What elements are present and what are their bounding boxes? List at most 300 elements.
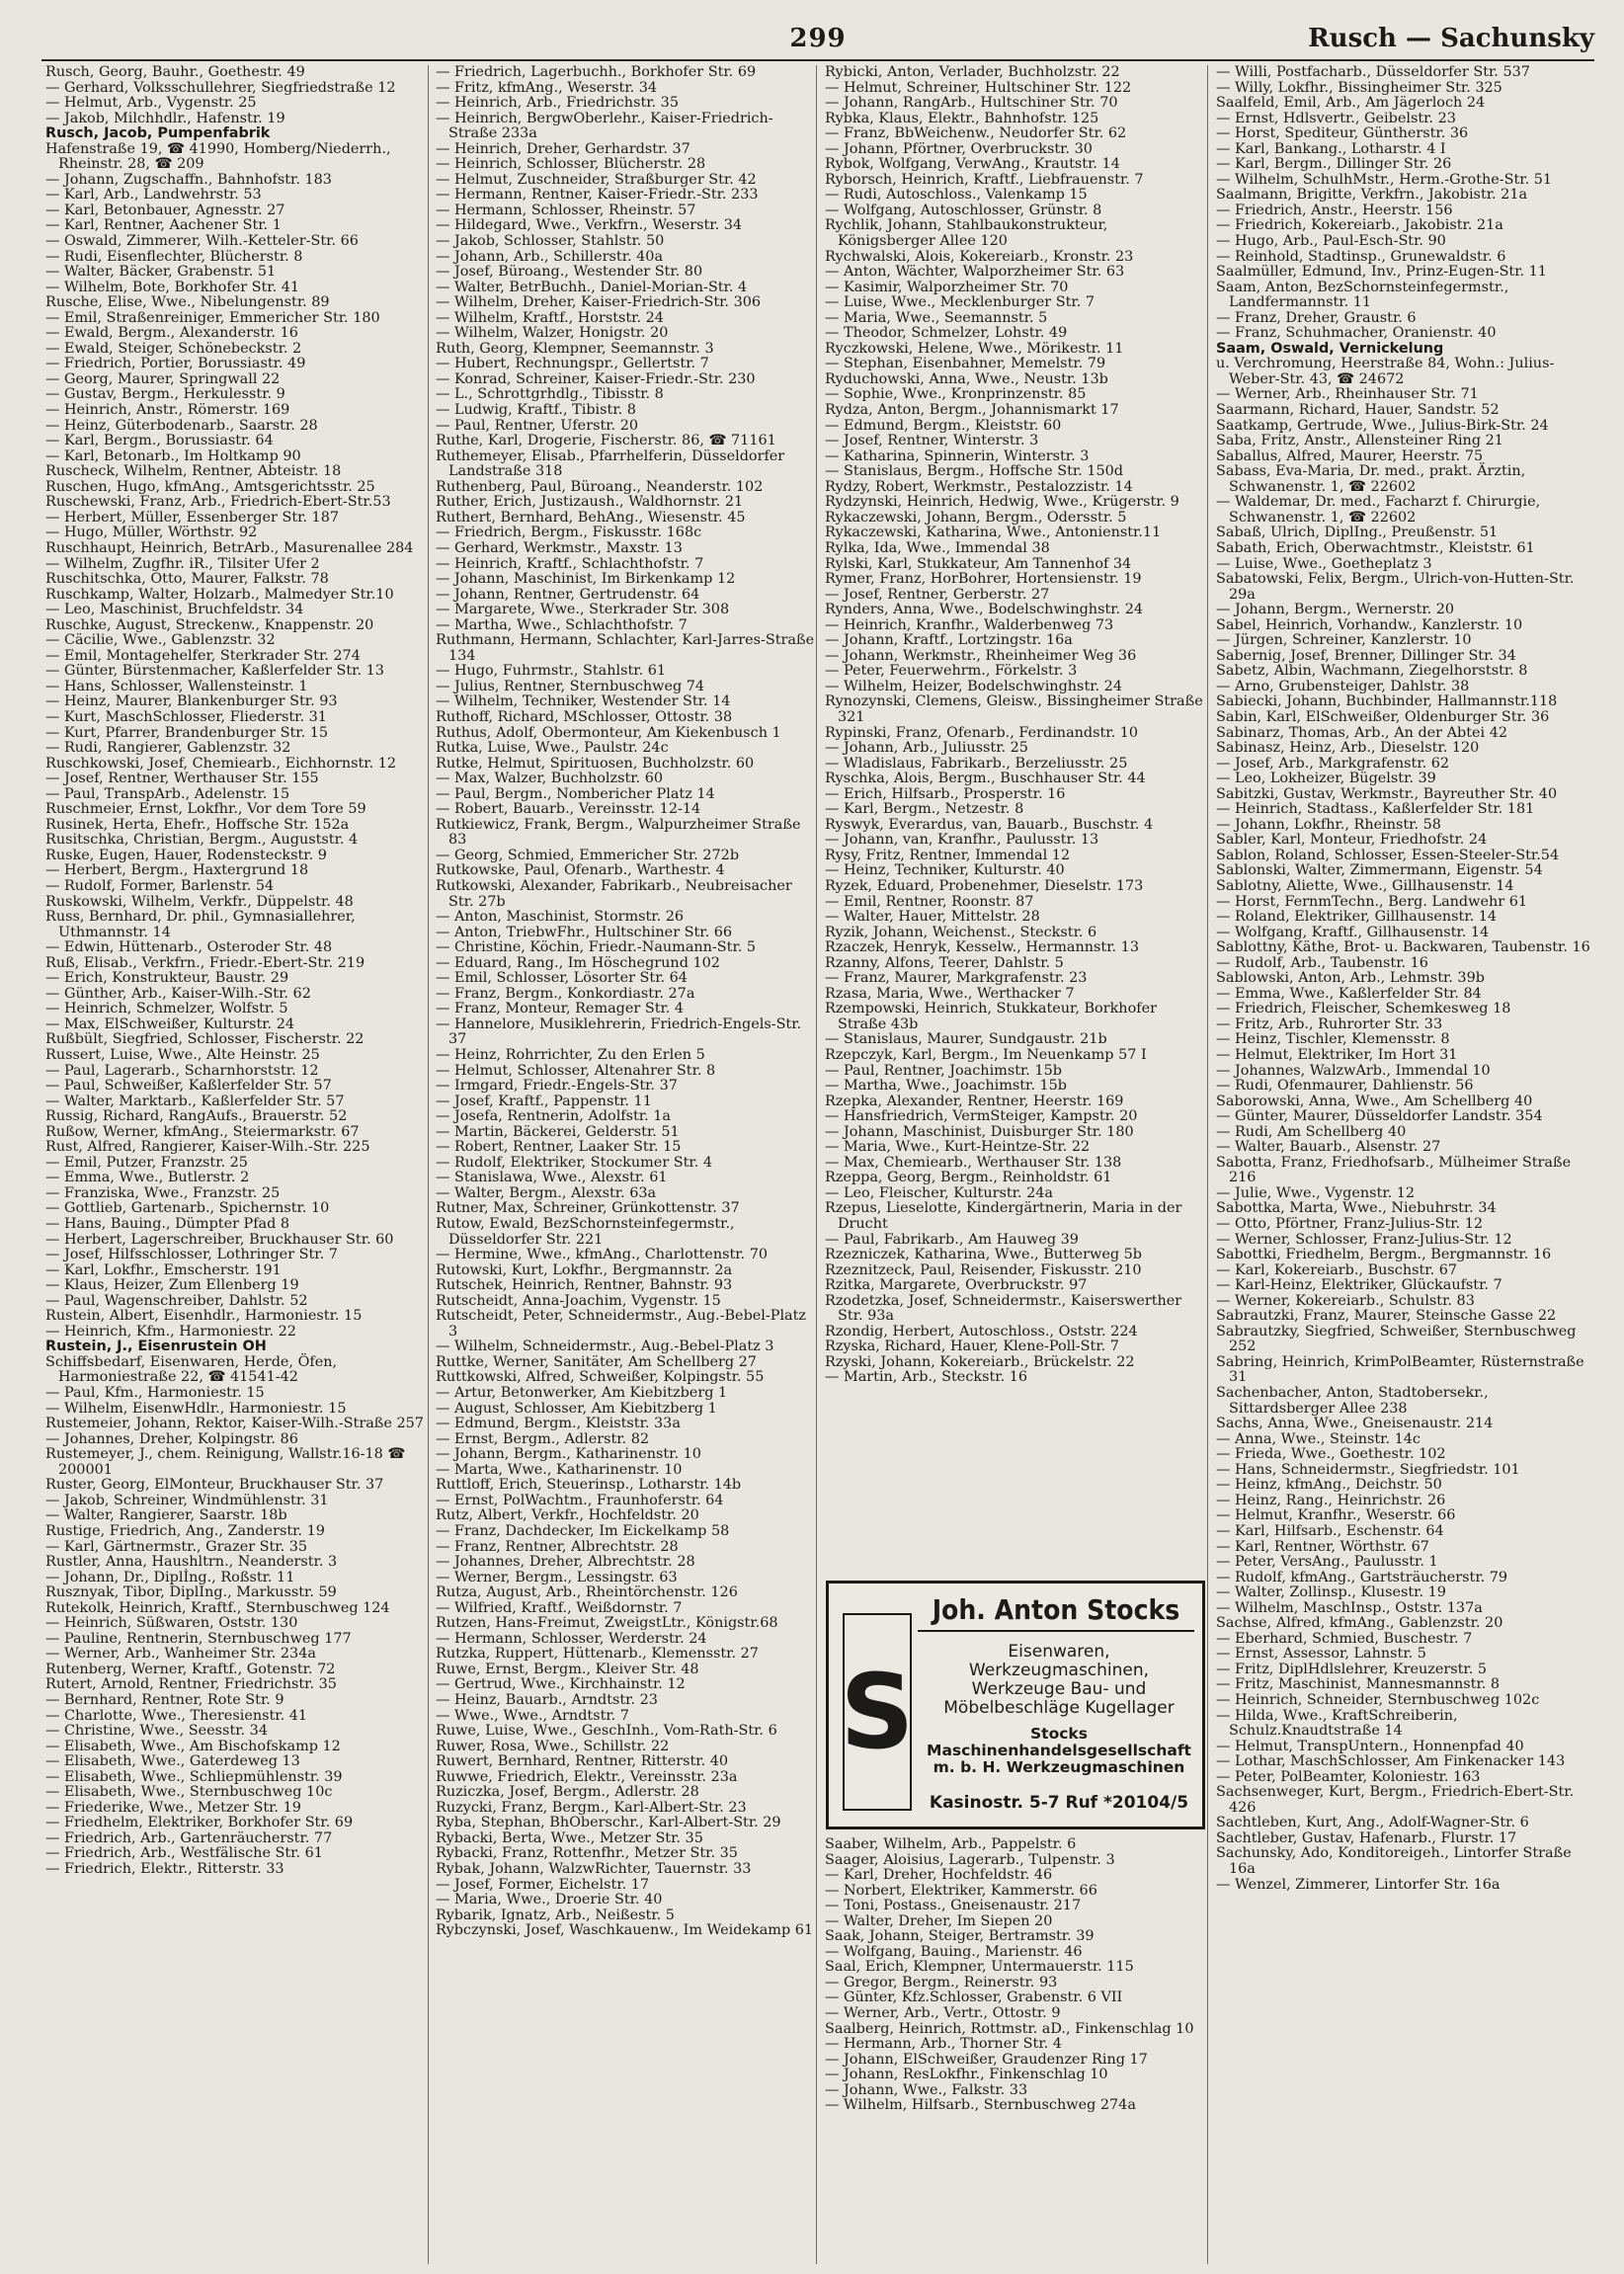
- directory-entry: Ruzycki, Franz, Bergm., Karl-Albert-Str. 23: [436, 1799, 747, 1816]
- directory-entry: — Margarete, Wwe., Sterkrader Str. 308: [436, 602, 730, 618]
- directory-entry: Ryba, Stephan, BhOberschr., Karl-Albert-Str. 29: [436, 1815, 781, 1831]
- directory-entry: Rußow, Werner, kfmAng., Steiermarkstr. 67: [45, 1123, 360, 1140]
- directory-entry: — Walter, Marktarb., Kaßlerfelder Str. 57: [45, 1093, 345, 1109]
- directory-entry: — Ludwig, Kraftf., Tibistr. 8: [436, 402, 636, 419]
- directory-entry: Rybka, Klaus, Elektr., Bahnhofstr. 125: [825, 110, 1099, 126]
- directory-entry: — Franziska, Wwe., Franzstr. 25: [45, 1184, 281, 1201]
- directory-entry: — Hilda, Wwe., KraftSchreiberin, Schulz.Knaudtstraße 14: [1216, 1707, 1458, 1740]
- directory-entry: — Gertrud, Wwe., Kirchhainstr. 12: [436, 1676, 686, 1693]
- directory-entry: — Heinz, Güterbodenarb., Saarstr. 28: [45, 417, 318, 434]
- directory-entry: Rutowski, Kurt, Lokfhr., Bergmannstr. 2a: [436, 1261, 733, 1278]
- directory-entry: Rutzen, Hans-Freimut, ZweigstLtr., Königstr.68: [436, 1615, 778, 1632]
- directory-entry: — Katharina, Spinnerin, Winterstr. 3: [825, 447, 1090, 464]
- directory-entry: — Anton, TriebwFhr., Hultschiner Str. 66: [436, 924, 733, 940]
- directory-entry: Rzondig, Herbert, Autoschloss., Oststr. 224: [825, 1323, 1138, 1340]
- directory-entry: — Waldemar, Dr. med., Facharzt f. Chirurgie, Schwanenstr. 1, ☎ 22602: [1216, 494, 1541, 526]
- directory-entry: Saam, Anton, BezSchornsteinfegermstr., Landfermannstr. 11: [1216, 279, 1509, 311]
- directory-entry: — Paul, Rentner, Uferstr. 20: [436, 417, 639, 434]
- directory-entry: Saager, Aloisius, Lagerarb., Tulpenstr. 3: [825, 1851, 1115, 1868]
- directory-entry: u. Verchromung, Heerstraße 84, Wohn.: Julius-Weber-Str. 43, ☎ 24672: [1216, 356, 1555, 387]
- directory-entry: — Heinrich, Arb., Friedrichstr. 35: [436, 95, 679, 112]
- directory-entry: — Bernhard, Rentner, Rote Str. 9: [45, 1691, 284, 1708]
- directory-entry: — Johann, Zugschaffn., Bahnhofstr. 183: [45, 171, 332, 188]
- directory-entry: Rutke, Helmut, Spirituosen, Buchholzstr. 60: [436, 755, 755, 772]
- directory-column-2: [436, 65, 818, 1939]
- directory-entry: — Fritz, Maschinist, Mannesmannstr. 8: [1216, 1676, 1501, 1693]
- directory-entry: Rzepczyk, Karl, Bergm., Im Neuenkamp 57 I: [825, 1047, 1147, 1063]
- directory-entry: — Wilhelm, Walzer, Honigstr. 20: [436, 325, 669, 342]
- directory-entry: — Peter, Feuerwehrm., Förkelstr. 3: [825, 663, 1078, 680]
- directory-entry: — Günter, Kfz.Schlosser, Grabenstr. 6 VII: [825, 1990, 1123, 2006]
- directory-entry: — Reinhold, Stadtinsp., Grunewaldstr. 6: [1216, 248, 1506, 265]
- directory-entry: Rydza, Anton, Bergm., Johannismarkt 17: [825, 402, 1119, 419]
- directory-entry: — Rudolf, Former, Barlenstr. 54: [45, 877, 275, 894]
- directory-entry: — Gregor, Bergm., Reinerstr. 93: [825, 1974, 1058, 1990]
- directory-entry: — Johann, ElSchweißer, Graudenzer Ring 17: [825, 2051, 1148, 2068]
- directory-entry: Sabaß, Ulrich, DiplIng., Preußenstr. 51: [1216, 525, 1499, 541]
- directory-entry: — Robert, Bauarb., Vereinsstr. 12-14: [436, 801, 701, 818]
- directory-entry: — Günter, Bürstenmacher, Kaßlerfelder Str. 13: [45, 663, 384, 680]
- directory-entry: — Josef, Arb., Markgrafenstr. 62: [1216, 755, 1450, 772]
- directory-entry: Rutkowske, Paul, Ofenarb., Warthestr. 4: [436, 862, 725, 879]
- directory-entry: Sabetz, Albin, Wachmann, Ziegelhorststr. 8: [1216, 663, 1528, 680]
- directory-entry: — Friedrich, Kokereiarb., Jakobistr. 21a: [1216, 217, 1503, 234]
- directory-entry: Rychwalski, Alois, Kokereiarb., Kronstr. 23: [825, 248, 1134, 265]
- directory-entry: — Maria, Wwe., Seemannstr. 5: [825, 309, 1048, 326]
- directory-entry: Rzyska, Richard, Hauer, Klene-Poll-Str. 7: [825, 1339, 1119, 1355]
- directory-entry: — Wilhelm, Kraftf., Horststr. 24: [436, 309, 664, 326]
- directory-entry: — Emma, Wwe., Kaßlerfelder Str. 84: [1216, 985, 1482, 1002]
- directory-entry: — Wilhelm, MaschInsp., Oststr. 137a: [1216, 1599, 1483, 1616]
- directory-entry: — Karl, Bergm., Dillinger Str. 26: [1216, 156, 1452, 173]
- directory-entry: — Herbert, Bergm., Haxtergrund 18: [45, 862, 309, 879]
- directory-entry: — Herbert, Lagerschreiber, Bruckhauser Str. 60: [45, 1231, 394, 1248]
- directory-entry: — Heinrich, Schlosser, Blücherstr. 28: [436, 156, 706, 173]
- directory-entry: Saalfeld, Emil, Arb., Am Jägerloch 24: [1216, 95, 1486, 112]
- directory-entry: — Wolfgang, Bauing., Marienstr. 46: [825, 1943, 1083, 1960]
- directory-entry: — Heinrich, Kfm., Harmoniestr. 22: [45, 1323, 296, 1340]
- directory-entry: — Wilfried, Kraftf., Weißdornstr. 7: [436, 1599, 683, 1616]
- directory-entry: — Wilhelm, Techniker, Westender Str. 14: [436, 693, 731, 710]
- directory-entry: — Josef, Rentner, Werthauser Str. 155: [45, 771, 319, 787]
- directory-entry: — Fritz, Arb., Ruhrorter Str. 33: [1216, 1015, 1443, 1032]
- directory-entry: Ruthoff, Richard, MSchlosser, Ottostr. 38: [436, 708, 733, 725]
- directory-entry: — Wilhelm, Bote, Borkhofer Str. 41: [45, 279, 300, 295]
- directory-entry: Rybacki, Berta, Wwe., Metzer Str. 35: [436, 1829, 703, 1846]
- directory-entry: — Friedrich, Portier, Borussiastr. 49: [45, 356, 306, 372]
- directory-entry: Rutschek, Heinrich, Rentner, Bahnstr. 93: [436, 1277, 733, 1294]
- directory-entry: — Karl, Rentner, Wörthstr. 67: [1216, 1538, 1429, 1555]
- directory-entry: Rybak, Johann, WalzwRichter, Tauernstr. 33: [436, 1860, 752, 1877]
- directory-entry: — Günter, Maurer, Düsseldorfer Landstr. 354: [1216, 1108, 1543, 1125]
- directory-entry: — Friedrich, Lagerbuchh., Borkhofer Str. 69: [436, 65, 757, 80]
- directory-entry: — Gerhard, Volksschullehrer, Siegfriedstraße 12: [45, 79, 396, 96]
- directory-entry: — Georg, Maurer, Springwall 22: [45, 370, 281, 387]
- directory-entry: Rydzy, Robert, Werkmstr., Pestalozzistr. 14: [825, 478, 1133, 495]
- directory-entry: Ruschke, August, Streckenw., Knappenstr. 20: [45, 616, 374, 633]
- directory-entry: Rykaczewski, Johann, Bergm., Odersstr. 5: [825, 509, 1127, 526]
- directory-entry: — Heinrich, Schmelzer, Wolfstr. 5: [45, 1001, 288, 1017]
- directory-entry: — Maria, Wwe., Droerie Str. 40: [436, 1892, 663, 1909]
- directory-entry: — Johann, Arb., Schillerstr. 40a: [436, 248, 664, 265]
- directory-entry: — Eberhard, Schmied, Buschestr. 7: [1216, 1630, 1473, 1647]
- directory-entry: — L., Schrottgrhdlg., Tibisstr. 8: [436, 386, 664, 403]
- directory-entry: — Pauline, Rentnerin, Sternbuschweg 177: [45, 1630, 352, 1647]
- directory-entry: — Helmut, Arb., Vygenstr. 25: [45, 95, 257, 112]
- directory-entry: — Willy, Lokfhr., Bissingheimer Str. 325: [1216, 79, 1502, 96]
- directory-entry: — Rudi, Rangierer, Gablenzstr. 32: [45, 740, 291, 757]
- directory-entry: Rzasa, Maria, Wwe., Werthacker 7: [825, 985, 1075, 1002]
- directory-entry: Rzitka, Margarete, Overbruckstr. 97: [825, 1277, 1088, 1294]
- directory-entry: Sabel, Heinrich, Vorhandw., Kanzlerstr. 10: [1216, 616, 1523, 633]
- directory-entry: — Johann, Bergm., Katharinenstr. 10: [436, 1446, 701, 1463]
- directory-entry: Rybok, Wolfgang, VerwAng., Krautstr. 14: [825, 156, 1120, 173]
- directory-entry: Hafenstraße 19, ☎ 41990, Homberg/Niederrh., Rheinstr. 28, ☎ 209: [45, 140, 391, 173]
- directory-entry: Ruschitschka, Otto, Maurer, Falkstr. 78: [45, 571, 329, 588]
- directory-entry: — Werner, Bergm., Lessingstr. 63: [436, 1569, 678, 1585]
- directory-entry: — Arno, Grubensteiger, Dahlstr. 38: [1216, 678, 1470, 694]
- directory-entry: — Emma, Wwe., Butlerstr. 2: [45, 1170, 250, 1186]
- directory-entry: — Josef, Rentner, Winterstr. 3: [825, 433, 1039, 449]
- directory-entry: — Walter, Bauarb., Alsenstr. 27: [1216, 1139, 1441, 1156]
- directory-entry: — Cäcilie, Wwe., Gablenzstr. 32: [45, 632, 276, 649]
- directory-entry: — Wolfgang, Autoschlosser, Grünstr. 8: [825, 202, 1102, 218]
- directory-entry: — Karl, Bergm., Netzestr. 8: [825, 801, 1024, 818]
- directory-entry: Rutka, Luise, Wwe., Paulstr. 24c: [436, 740, 669, 757]
- directory-entry: — Josef, Hilfsschlosser, Lothringer Str. 7: [45, 1247, 338, 1263]
- directory-entry: Rustein, Albert, Eisenhdlr., Harmoniestr. 15: [45, 1308, 363, 1325]
- directory-entry: — Ernst, Assessor, Lahnstr. 5: [1216, 1646, 1426, 1663]
- directory-entry: — Helmut, Kranfhr., Weserstr. 66: [1216, 1507, 1456, 1524]
- directory-entry: — Emil, Schlosser, Lösorter Str. 64: [436, 970, 688, 987]
- directory-entry: — Helmut, Elektriker, Im Hort 31: [1216, 1047, 1458, 1063]
- directory-entry: — Johann, Maschinist, Im Birkenkamp 12: [436, 571, 736, 588]
- directory-entry: — Hans, Schneidermstr., Siegfriedstr. 101: [1216, 1461, 1520, 1478]
- directory-entry: Rutzka, Ruppert, Hüttenarb., Klemensstr. 27: [436, 1646, 759, 1663]
- directory-entry: — Hugo, Fuhrmstr., Stahlstr. 61: [436, 663, 667, 680]
- directory-entry: Saam, Oswald, Vernickelung: [1216, 340, 1444, 357]
- directory-entry: — Edmund, Bergm., Kleiststr. 33a: [436, 1416, 681, 1432]
- directory-entry: — Leo, Fleischer, Kulturstr. 24a: [825, 1184, 1053, 1201]
- directory-entry: Ruschkamp, Walter, Holzarb., Malmedyer Str.10: [45, 586, 394, 603]
- directory-entry: — Gerhard, Werkmstr., Maxstr. 13: [436, 539, 683, 556]
- directory-entry: — Theodor, Schmelzer, Lohstr. 49: [825, 325, 1068, 342]
- directory-entry: — Christine, Köchin, Friedr.-Naumann-Str. 5: [436, 939, 757, 956]
- directory-entry: — Hermine, Wwe., kfmAng., Charlottenstr. 70: [436, 1247, 769, 1263]
- directory-entry: Ruwer, Rosa, Wwe., Schillstr. 22: [436, 1738, 670, 1754]
- directory-entry: — Irmgard, Friedr.-Engels-Str. 37: [436, 1078, 678, 1095]
- directory-entry: Rutow, Ewald, BezSchornsteinfegermstr., Düsseldorfer Str. 221: [436, 1216, 735, 1248]
- directory-entry: Ruster, Georg, ElMonteur, Bruckhauser Str. 37: [45, 1477, 384, 1494]
- directory-entry: Rybicki, Anton, Verlader, Buchholzstr. 22: [825, 65, 1120, 80]
- directory-entry: — Hans, Bauing., Dümpter Pfad 8: [45, 1216, 290, 1233]
- directory-entry: Rynozynski, Clemens, Gleisw., Bissingheimer Straße 321: [825, 693, 1203, 725]
- column-divider: [1207, 65, 1208, 2264]
- directory-entry: — Jakob, Schlosser, Stahlstr. 50: [436, 233, 665, 250]
- directory-entry: Ruwert, Bernhard, Rentner, Ritterstr. 40: [436, 1753, 729, 1770]
- directory-entry: — Helmut, Zuschneider, Straßburger Str. 42: [436, 171, 757, 188]
- directory-entry: Sabath, Erich, Oberwachtmstr., Kleiststr. 61: [1216, 539, 1535, 556]
- advertisement-box: [826, 1581, 1205, 1829]
- directory-entry: Sabotta, Franz, Friedhofsarb., Mülheimer Straße 216: [1216, 1154, 1572, 1186]
- directory-entry: — Hugo, Arb., Paul-Esch-Str. 90: [1216, 233, 1446, 250]
- directory-entry: Saalberg, Heinrich, Rottmstr. aD., Finkenschlag 10: [825, 2020, 1194, 2037]
- directory-entry: Sablonski, Walter, Zimmermann, Eigenstr. 54: [1216, 862, 1543, 879]
- directory-entry: — Elisabeth, Wwe., Schliepmühlenstr. 39: [45, 1768, 343, 1785]
- directory-entry: Ryduchowski, Anna, Wwe., Neustr. 13b: [825, 370, 1108, 387]
- directory-entry: — Oswald, Zimmerer, Wilh.-Ketteler-Str. 66: [45, 233, 359, 250]
- directory-entry: — Otto, Pförtner, Franz-Julius-Str. 12: [1216, 1216, 1484, 1233]
- running-head: Rusch — Sachunsky: [1308, 24, 1594, 53]
- directory-entry: Rusinek, Herta, Ehefr., Hoffsche Str. 152a: [45, 816, 350, 833]
- directory-entry: — Werner, Kokereiarb., Schulstr. 83: [1216, 1292, 1475, 1309]
- directory-entry: Sabass, Eva-Maria, Dr. med., prakt. Ärztin, Schwanenstr. 1, ☎ 22602: [1216, 463, 1526, 495]
- directory-entry: Rustemeier, Johann, Rektor, Kaiser-Wilh.-Straße 257: [45, 1416, 424, 1432]
- directory-entry: — Paul, Kfm., Harmoniestr. 15: [45, 1385, 265, 1402]
- directory-column-4: [1216, 65, 1598, 1893]
- directory-entry: — Fritz, kfmAng., Weserstr. 34: [436, 79, 658, 96]
- directory-entry: — Karl, Betonbauer, Agnesstr. 27: [45, 202, 285, 218]
- directory-entry: — Walter, Bäcker, Grabenstr. 51: [45, 264, 277, 281]
- directory-entry: Ryschka, Alois, Bergm., Buschhauser Str. 44: [825, 771, 1146, 787]
- directory-entry: — Heinrich, Süßwaren, Oststr. 130: [45, 1615, 298, 1632]
- directory-entry: Schiffsbedarf, Eisenwaren, Herde, Öfen, Harmoniestraße 22, ☎ 41541-42: [45, 1353, 338, 1386]
- directory-entry: Sabatowski, Felix, Bergm., Ulrich-von-Hutten-Str. 29a: [1216, 571, 1575, 603]
- directory-entry: Sablotny, Aliette, Wwe., Gillhausenstr. 14: [1216, 877, 1514, 894]
- directory-entry: — Friedrich, Fleischer, Schemkesweg 18: [1216, 1001, 1511, 1017]
- directory-entry: — Hugo, Müller, Wörthstr. 92: [45, 525, 258, 541]
- directory-entry: — Hannelore, Musiklehrerin, Friedrich-Engels-Str. 37: [436, 1015, 802, 1048]
- directory-entry: — Johannes, Dreher, Albrechtstr. 28: [436, 1554, 695, 1571]
- directory-entry: — Walter, BetrBuchh., Daniel-Morian-Str. 4: [436, 279, 748, 295]
- directory-entry: — Rudi, Eisenflechter, Blücherstr. 8: [45, 248, 303, 265]
- directory-entry: — Elisabeth, Wwe., Sternbuschweg 10c: [45, 1784, 333, 1801]
- directory-entry: Rusche, Elise, Wwe., Nibelungenstr. 89: [45, 294, 330, 311]
- directory-entry: — Johann, van, Kranfhr., Paulusstr. 13: [825, 832, 1099, 849]
- directory-entry: Ruthemeyer, Elisab., Pfarrhelferin, Düsseldorfer Landstraße 318: [436, 447, 785, 480]
- directory-entry: Rutert, Arnold, Rentner, Friedrichstr. 35: [45, 1676, 337, 1693]
- directory-entry: — Friederike, Wwe., Metzer Str. 19: [45, 1799, 301, 1816]
- directory-entry: — Heinz, Maurer, Blankenburger Str. 93: [45, 693, 338, 710]
- directory-entry: — Karl, Betonarb., Im Holtkamp 90: [45, 447, 301, 464]
- directory-entry: — Rudi, Autoschloss., Valenkamp 15: [825, 187, 1088, 203]
- directory-entry: — Artur, Betonwerker, Am Kiebitzberg 1: [436, 1385, 728, 1402]
- directory-entry: Rust, Alfred, Rangierer, Kaiser-Wilh.-Str. 225: [45, 1139, 370, 1156]
- directory-entry: — Heinrich, BergwOberlehr., Kaiser-Friedrich-Straße 233a: [436, 110, 773, 142]
- directory-entry: — Johann, Bergm., Wernerstr. 20: [1216, 602, 1455, 618]
- directory-entry: Sablon, Roland, Schlosser, Essen-Steeler-Str.54: [1216, 847, 1560, 863]
- directory-entry: Saaber, Wilhelm, Arb., Pappelstr. 6: [825, 1837, 1077, 1852]
- directory-entry: — Max, Walzer, Buchholzstr. 60: [436, 771, 664, 787]
- directory-entry: — Peter, PolBeamter, Koloniestr. 163: [1216, 1768, 1481, 1785]
- directory-entry: Rustige, Friedrich, Ang., Zanderstr. 19: [45, 1522, 325, 1539]
- directory-entry: Ruziczka, Josef, Bergm., Adlerstr. 28: [436, 1784, 699, 1801]
- directory-entry: Ruth, Georg, Klempner, Seemannstr. 3: [436, 340, 714, 357]
- directory-entry: — Anton, Maschinist, Stormstr. 26: [436, 909, 685, 926]
- directory-entry: — Franz, Bergm., Konkordiastr. 27a: [436, 985, 695, 1002]
- directory-entry: Ruschewski, Franz, Arb., Friedrich-Ebert-Str.53: [45, 494, 391, 511]
- directory-entry: Ruschkowski, Josef, Chemiearb., Eichhornstr. 12: [45, 755, 397, 772]
- directory-entry: Rutner, Max, Schreiner, Grünkottenstr. 37: [436, 1200, 740, 1217]
- directory-entry: Ruwe, Luise, Wwe., GeschInh., Vom-Rath-Str. 6: [436, 1723, 777, 1740]
- directory-entry: — Karl, Arb., Landwehrstr. 53: [45, 187, 262, 203]
- directory-entry: Ruthe, Karl, Drogerie, Fischerstr. 86, ☎ 71161: [436, 433, 776, 449]
- directory-entry: — Franz, Rentner, Albrechtstr. 28: [436, 1538, 679, 1555]
- directory-entry: — Martin, Bäckerei, Gelderstr. 51: [436, 1123, 680, 1140]
- directory-entry: — Hans, Schlosser, Wallensteinstr. 1: [45, 678, 308, 694]
- directory-entry: — Johann, Wwe., Falkstr. 33: [825, 2081, 1028, 2098]
- directory-entry: — Franz, Dreher, Graustr. 6: [1216, 309, 1417, 326]
- directory-entry: — Werner, Arb., Rheinhauser Str. 71: [1216, 386, 1479, 403]
- directory-entry: — Johann, Kraftf., Lortzingstr. 16a: [825, 632, 1073, 649]
- directory-entry: Ruschmeier, Ernst, Lokfhr., Vor dem Tore 59: [45, 801, 366, 818]
- directory-entry: Rzanny, Alfons, Teerer, Dahlstr. 5: [825, 954, 1064, 971]
- directory-entry: — Georg, Schmied, Emmericher Str. 272b: [436, 847, 740, 863]
- directory-entry: Saborowski, Anna, Wwe., Am Schellberg 40: [1216, 1093, 1533, 1109]
- directory-entry: — Heinz, Techniker, Kulturstr. 40: [825, 862, 1065, 879]
- directory-entry: — Jakob, Milchhdlr., Hafenstr. 19: [45, 110, 285, 126]
- directory-entry: — Heinz, Rang., Heinrichstr. 26: [1216, 1492, 1446, 1508]
- advert-initial-letter: S: [843, 1613, 912, 1811]
- column-divider: [428, 65, 429, 2264]
- directory-entry: — Johann, Arb., Juliusstr. 25: [825, 740, 1028, 757]
- directory-entry: — Walter, Bergm., Alexstr. 63a: [436, 1184, 657, 1201]
- directory-entry: — Max, ElSchweißer, Kulturstr. 24: [45, 1015, 295, 1032]
- directory-entry: Ruwwe, Friedrich, Elektr., Vereinsstr. 23a: [436, 1768, 738, 1785]
- directory-entry: Ruschhaupt, Heinrich, BetrArb., Masurenallee 284: [45, 539, 414, 556]
- directory-entry: — Friedhelm, Elektriker, Borkhofer Str. 69: [45, 1815, 354, 1831]
- directory-entry: Rutz, Albert, Verkfr., Hochfeldstr. 20: [436, 1507, 699, 1524]
- directory-entry: — Paul, Fabrikarb., Am Hauweg 39: [825, 1231, 1079, 1248]
- directory-entry: Rusch, Jacob, Pumpenfabrik: [45, 125, 271, 142]
- directory-entry: — Paul, Wagenschreiber, Dahlstr. 52: [45, 1292, 308, 1309]
- directory-entry: — Emil, Straßenreiniger, Emmericher Str. 180: [45, 309, 380, 326]
- directory-entry: — Sophie, Wwe., Kronprinzenstr. 85: [825, 386, 1087, 403]
- directory-entry: Rußbült, Siegfried, Schlosser, Fischerstr. 22: [45, 1031, 365, 1048]
- directory-entry: — Edwin, Hüttenarb., Osteroder Str. 48: [45, 939, 333, 956]
- directory-entry: Sabin, Karl, ElSchweißer, Oldenburger Str. 36: [1216, 708, 1550, 725]
- directory-entry: — Rudi, Ofenmaurer, Dahlienstr. 56: [1216, 1078, 1474, 1095]
- directory-entry: Ruthenberg, Paul, Büroang., Neanderstr. 102: [436, 478, 764, 495]
- directory-entry: Rzempowski, Heinrich, Stukkateur, Borkhofer Straße 43b: [825, 1001, 1157, 1032]
- directory-entry: — Franz, BbWeichenw., Neudorfer Str. 62: [825, 125, 1127, 142]
- directory-entry: — Karl, Lokfhr., Emscherstr. 191: [45, 1261, 282, 1278]
- directory-entry: — Elisabeth, Wwe., Am Bischofskamp 12: [45, 1738, 341, 1754]
- directory-entry: Russ, Bernhard, Dr. phil., Gymnasiallehrer, Uthmannstr. 14: [45, 909, 356, 940]
- directory-column-3: [825, 65, 1207, 1386]
- directory-entry: — Ernst, Hdlsvertr., Geibelstr. 23: [1216, 110, 1456, 126]
- directory-entry: Sachtleben, Kurt, Ang., Adolf-Wagner-Str. 6: [1216, 1815, 1529, 1831]
- directory-entry: — Martha, Wwe., Schlachthofstr. 7: [436, 616, 688, 633]
- directory-entry: Russert, Luise, Wwe., Alte Heinstr. 25: [45, 1047, 320, 1063]
- directory-entry: — Hermann, Rentner, Kaiser-Friedr.-Str. 233: [436, 187, 759, 203]
- directory-entry: — Ewald, Bergm., Alexanderstr. 16: [45, 325, 298, 342]
- directory-entry: — Karl, Hilfsarb., Eschenstr. 64: [1216, 1522, 1444, 1539]
- directory-entry: — Josef, Rentner, Gerberstr. 27: [825, 586, 1050, 603]
- directory-entry: — Karl, Kokereiarb., Buschstr. 67: [1216, 1261, 1458, 1278]
- directory-entry: — Wilhelm, Zugfhr. iR., Tilsiter Ufer 2: [45, 555, 320, 572]
- directory-entry: — Heinz, Tischler, Klemensstr. 8: [1216, 1031, 1450, 1048]
- directory-entry: — Lothar, MaschSchlosser, Am Finkenacker 143: [1216, 1753, 1566, 1770]
- directory-entry: — Hermann, Schlosser, Werderstr. 24: [436, 1630, 707, 1647]
- directory-entry: — Emil, Rentner, Roonstr. 87: [825, 893, 1034, 910]
- page-header: [41, 24, 1594, 57]
- directory-entry: — Heinrich, Kranfhr., Walderbenweg 73: [825, 616, 1114, 633]
- directory-entry: Rzepus, Lieselotte, Kindergärtnerin, Maria in der Drucht: [825, 1200, 1182, 1233]
- directory-entry: Ryswyk, Everardus, van, Bauarb., Buschstr. 4: [825, 816, 1154, 833]
- directory-entry: Rymer, Franz, HorBohrer, Hortensienstr. 19: [825, 571, 1142, 588]
- directory-entry: — Ewald, Steiger, Schönebeckstr. 2: [45, 340, 302, 357]
- header-rule: [41, 59, 1594, 61]
- directory-entry: Sabrautzki, Franz, Maurer, Steinsche Gasse 22: [1216, 1308, 1557, 1325]
- directory-entry: — Friedrich, Elektr., Ritterstr. 33: [45, 1860, 284, 1877]
- directory-entry: — Kurt, Pfarrer, Brandenburger Str. 15: [45, 724, 329, 741]
- directory-entry: Ruske, Eugen, Hauer, Rodensteckstr. 9: [45, 847, 327, 863]
- directory-entry: — Rudi, Am Schellberg 40: [1216, 1123, 1407, 1140]
- directory-entry: — Martha, Wwe., Joachimstr. 15b: [825, 1078, 1068, 1095]
- directory-entry: — Norbert, Elektriker, Kammerstr. 66: [825, 1882, 1097, 1899]
- directory-entry: Sabinasz, Heinz, Arb., Dieselstr. 120: [1216, 740, 1480, 757]
- directory-column-3-lower: [825, 1837, 1207, 2114]
- directory-entry: — Charlotte, Wwe., Theresienstr. 41: [45, 1707, 308, 1724]
- directory-entry: — Emil, Montagehelfer, Sterkrader Str. 274: [45, 647, 361, 664]
- directory-entry: — Luise, Wwe., Mecklenburger Str. 7: [825, 294, 1095, 311]
- directory-entry: — Jürgen, Schreiner, Kanzlerstr. 10: [1216, 632, 1472, 649]
- directory-entry: — Josefa, Rentnerin, Adolfstr. 1a: [436, 1108, 671, 1125]
- directory-entry: — Helmut, Schreiner, Hultschiner Str. 122: [825, 79, 1132, 96]
- directory-entry: — Christine, Wwe., Seesstr. 34: [45, 1723, 268, 1740]
- directory-entry: Sachsenweger, Kurt, Bergm., Friedrich-Ebert-Str. 426: [1216, 1784, 1575, 1816]
- directory-entry: Ruthert, Bernhard, BehAng., Wiesenstr. 45: [436, 509, 746, 526]
- directory-entry: Rutkiewicz, Frank, Bergm., Walpurzheimer Straße 83: [436, 816, 801, 849]
- directory-entry: — Josef, Büroang., Westender Str. 80: [436, 264, 703, 281]
- directory-entry: — Josef, Former, Eichelstr. 17: [436, 1876, 650, 1893]
- directory-entry: Saalmann, Brigitte, Verkfrn., Jakobistr. 21a: [1216, 187, 1528, 203]
- directory-entry: — Friedrich, Arb., Gartenräucherstr. 77: [45, 1829, 333, 1846]
- directory-entry: — Anna, Wwe., Steinstr. 14c: [1216, 1430, 1421, 1447]
- directory-entry: — Josef, Kraftf., Pappenstr. 11: [436, 1093, 652, 1109]
- directory-entry: Rylka, Ida, Wwe., Immendal 38: [825, 539, 1050, 556]
- directory-entry: Rusch, Georg, Bauhr., Goethestr. 49: [45, 65, 305, 80]
- directory-entry: — Ernst, PolWachtm., Fraunhoferstr. 64: [436, 1492, 724, 1508]
- directory-entry: Rzezniczek, Katharina, Wwe., Butterweg 5b: [825, 1247, 1142, 1263]
- directory-entry: — Hermann, Schlosser, Rheinstr. 57: [436, 202, 696, 218]
- directory-entry: Ryzik, Johann, Weichenst., Steckstr. 6: [825, 924, 1097, 940]
- directory-entry: — Frieda, Wwe., Goethestr. 102: [1216, 1446, 1446, 1463]
- directory-entry: — Eduard, Rang., Im Höschegrund 102: [436, 954, 720, 971]
- directory-entry: — Toni, Postass., Gneisenaustr. 217: [825, 1898, 1082, 1914]
- directory-column-1: [45, 65, 428, 1878]
- directory-entry: Sabler, Karl, Monteur, Friedhofstr. 24: [1216, 832, 1488, 849]
- directory-entry: — Günther, Arb., Kaiser-Wilh.-Str. 62: [45, 985, 311, 1002]
- directory-entry: Sabernig, Josef, Brenner, Dillinger Str. 34: [1216, 647, 1516, 664]
- directory-entry: — Kasimir, Walporzheimer Str. 70: [825, 279, 1069, 295]
- directory-entry: — Walter, Dreher, Im Siepen 20: [825, 1912, 1053, 1929]
- directory-entry: Rzodetzka, Josef, Schneidermstr., Kaiserswerther Str. 93a: [825, 1292, 1182, 1325]
- directory-entry: — Leo, Lokheizer, Bügelstr. 39: [1216, 771, 1436, 787]
- directory-entry: — Klaus, Heizer, Zum Ellenberg 19: [45, 1277, 299, 1294]
- directory-entry: — Peter, VersAng., Paulusstr. 1: [1216, 1554, 1438, 1571]
- directory-entry: — Heinrich, Schneider, Sternbuschweg 102c: [1216, 1691, 1540, 1708]
- directory-entry: Rychlik, Johann, Stahlbaukonstrukteur, Königsberger Allee 120: [825, 217, 1108, 250]
- directory-entry: Saarmann, Richard, Hauer, Sandstr. 52: [1216, 402, 1500, 419]
- page-number: 299: [789, 24, 847, 53]
- advert-company-name: Joh. Anton Stocks: [918, 1593, 1194, 1632]
- directory-entry: — Johann, Maschinist, Duisburger Str. 180: [825, 1123, 1134, 1140]
- directory-entry: Ruß, Elisab., Verkfrn., Friedr.-Ebert-Str. 219: [45, 954, 365, 971]
- directory-entry: — Herbert, Müller, Essenberger Str. 187: [45, 509, 340, 526]
- directory-entry: — Roland, Elektriker, Gillhausenstr. 14: [1216, 909, 1498, 926]
